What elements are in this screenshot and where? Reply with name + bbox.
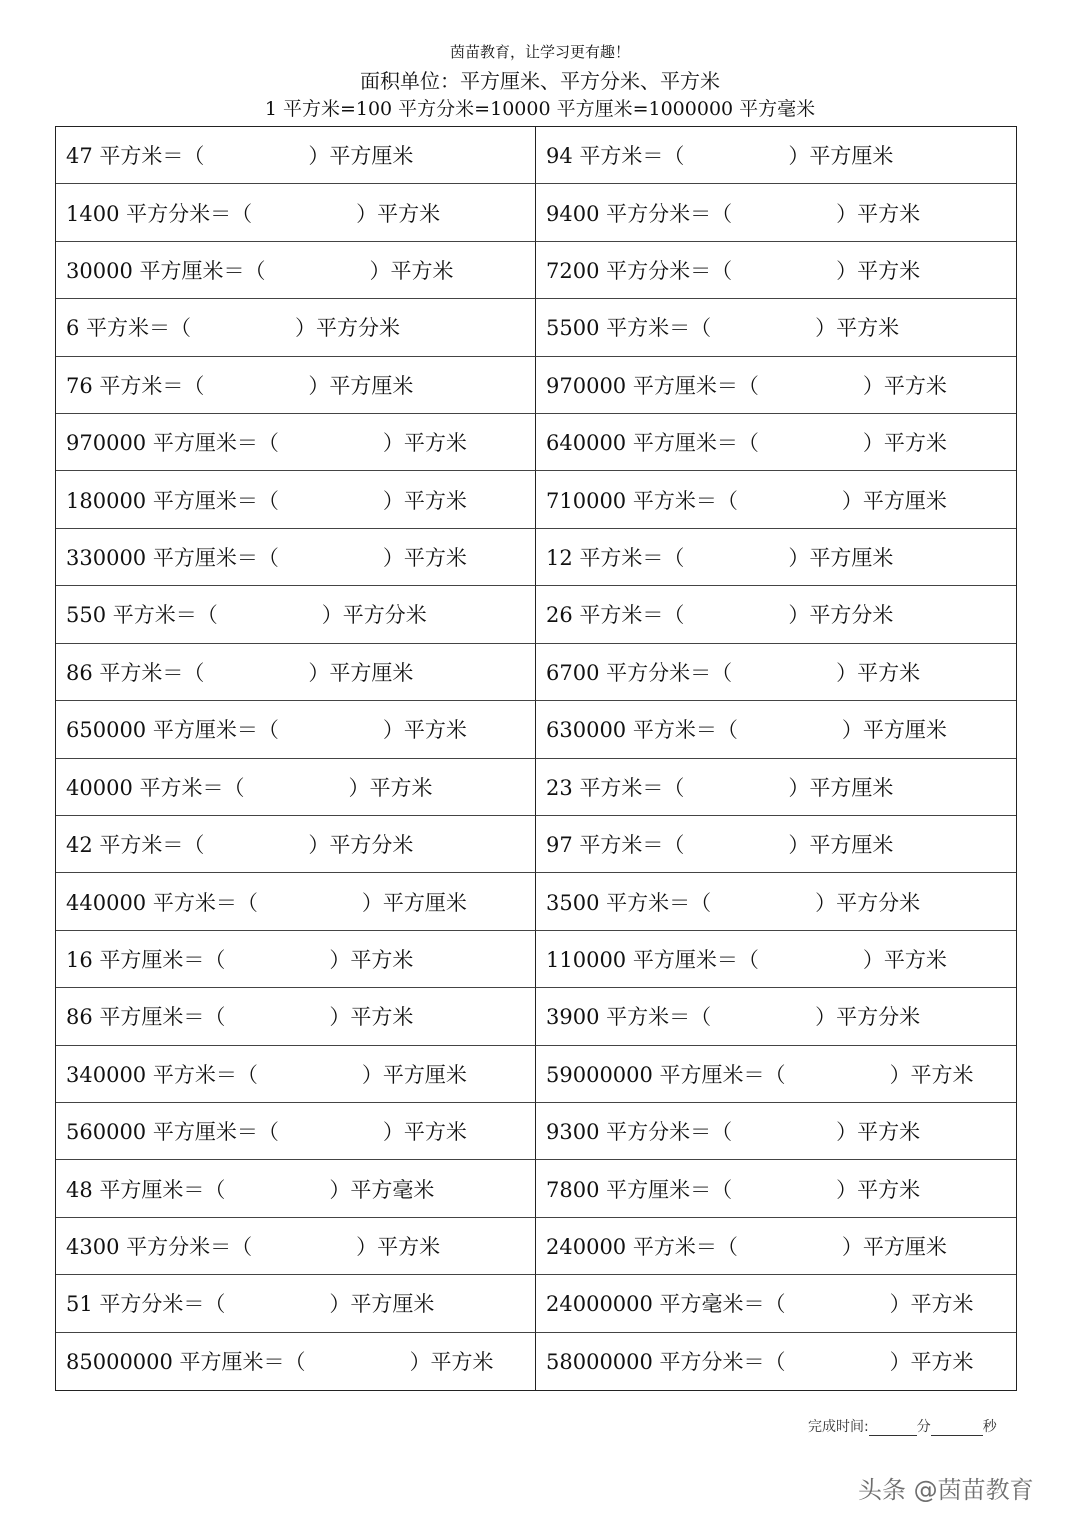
exercise-cell-right [536, 931, 1016, 988]
question-text: 86 平方厘米＝（ [66, 1005, 226, 1030]
question-text: 710000 平方米＝（ [546, 488, 738, 513]
question-text: 9300 平方分米＝（ [546, 1120, 733, 1145]
question-text: 7200 平方分米＝（ [546, 259, 733, 284]
target-unit: ）平方米 [382, 1120, 467, 1145]
exercise-cell-left [56, 759, 536, 816]
exercise-cell-left [56, 414, 536, 471]
question-text: 30000 平方厘米＝（ [66, 259, 266, 284]
exercise-cell-left [56, 1103, 536, 1160]
target-unit: ）平方米 [409, 1350, 494, 1375]
minutes-unit: 分 [916, 1419, 931, 1435]
question-text: 58000000 平方分米＝（ [546, 1350, 786, 1375]
completion-time [808, 1416, 997, 1436]
question-text: 340000 平方米＝（ [66, 1062, 258, 1087]
exercise-cell-left [56, 1160, 536, 1217]
target-unit: ）平方厘米 [308, 144, 414, 169]
target-unit: ）平方分米 [295, 316, 401, 341]
exercise-table [55, 126, 1017, 1391]
target-unit: ）平方米 [889, 1350, 974, 1375]
exercise-cell-right [536, 1218, 1016, 1275]
question-text: 9400 平方分米＝（ [546, 201, 733, 226]
target-unit: ）平方米 [382, 431, 467, 456]
exercise-cell-right [536, 1275, 1016, 1332]
question-text: 40000 平方米＝（ [66, 775, 245, 800]
target-unit: ）平方厘米 [361, 890, 467, 915]
question-text: 3500 平方米＝（ [546, 890, 712, 915]
target-unit: ）平方厘米 [308, 660, 414, 685]
completion-time-label: 完成时间: [808, 1419, 869, 1435]
conversion-formula: 1 平方米=100 平方分米=10000 平方厘米=1000000 平方毫米 [264, 98, 816, 120]
question-text: 24000000 平方毫米＝（ [546, 1292, 786, 1317]
exercise-cell-left [56, 357, 536, 414]
question-text: 59000000 平方厘米＝（ [546, 1062, 786, 1087]
target-unit: ）平方米 [356, 1234, 441, 1259]
target-unit: ）平方米 [889, 1292, 974, 1317]
question-text: 970000 平方厘米＝（ [546, 373, 759, 398]
question-text: 51 平方分米＝（ [66, 1292, 226, 1317]
target-unit: ）平方分米 [815, 890, 921, 915]
target-unit: ）平方分米 [321, 603, 427, 628]
question-text: 86 平方米＝（ [66, 660, 205, 685]
minutes-blank[interactable] [869, 1421, 917, 1436]
exercise-cell-left [56, 299, 536, 356]
target-unit: ）平方厘米 [841, 1234, 947, 1259]
exercise-cell-left [56, 127, 536, 184]
question-text: 180000 平方厘米＝（ [66, 488, 279, 513]
exercise-cell-left [56, 873, 536, 930]
target-unit: ）平方米 [815, 316, 900, 341]
target-unit: ）平方毫米 [329, 1177, 435, 1202]
question-text: 42 平方米＝（ [66, 833, 205, 858]
exercise-cell-left [56, 644, 536, 701]
question-text: 4300 平方分米＝（ [66, 1234, 253, 1259]
target-unit: ）平方米 [369, 259, 454, 284]
question-text: 48 平方厘米＝（ [66, 1177, 226, 1202]
question-text: 240000 平方米＝（ [546, 1234, 738, 1259]
target-unit: ）平方米 [348, 775, 433, 800]
watermark-text: 头条 @茵苗教育 [858, 1476, 1034, 1504]
exercise-cell-left [56, 1275, 536, 1332]
exercise-cell-left [56, 471, 536, 528]
target-unit: ）平方厘米 [841, 488, 947, 513]
question-text: 3900 平方米＝（ [546, 1005, 712, 1030]
question-text: 970000 平方厘米＝（ [66, 431, 279, 456]
question-text: 330000 平方厘米＝（ [66, 546, 279, 571]
exercise-cell-right [536, 1160, 1016, 1217]
target-unit: ）平方米 [836, 660, 921, 685]
question-text: 16 平方厘米＝（ [66, 947, 226, 972]
target-unit: ）平方米 [382, 718, 467, 743]
exercise-cell-right [536, 759, 1016, 816]
target-unit: ）平方米 [382, 546, 467, 571]
exercise-cell-right [536, 299, 1016, 356]
question-text: 12 平方米＝（ [546, 546, 685, 571]
target-unit: ）平方厘米 [361, 1062, 467, 1087]
target-unit: ）平方米 [862, 373, 947, 398]
target-unit: ）平方米 [862, 431, 947, 456]
target-unit: ）平方米 [356, 201, 441, 226]
exercise-cell-left [56, 586, 536, 643]
target-unit: ）平方米 [329, 947, 414, 972]
exercise-cell-right [536, 1333, 1016, 1390]
exercise-cell-right [536, 414, 1016, 471]
target-unit: ）平方米 [862, 947, 947, 972]
target-unit: ）平方厘米 [841, 718, 947, 743]
slogan: 茵苗教育，让学习更有趣！ [449, 43, 630, 61]
exercise-cell-left [56, 1046, 536, 1103]
question-text: 6 平方米＝（ [66, 316, 192, 341]
exercise-cell-right [536, 357, 1016, 414]
exercise-cell-left [56, 701, 536, 758]
target-unit: ）平方厘米 [788, 833, 894, 858]
exercise-cell-right [536, 127, 1016, 184]
target-unit: ）平方厘米 [788, 144, 894, 169]
target-unit: ）平方厘米 [788, 775, 894, 800]
exercise-cell-right [536, 471, 1016, 528]
question-text: 26 平方米＝（ [546, 603, 685, 628]
question-text: 5500 平方米＝（ [546, 316, 712, 341]
exercise-cell-left [56, 931, 536, 988]
seconds-unit: 秒 [982, 1419, 997, 1435]
target-unit: ）平方厘米 [788, 546, 894, 571]
exercise-cell-left [56, 184, 536, 241]
target-unit: ）平方米 [836, 259, 921, 284]
exercise-cell-right [536, 988, 1016, 1045]
target-unit: ）平方米 [382, 488, 467, 513]
worksheet-title: 面积单位：平方厘米、平方分米、平方米 [360, 69, 720, 93]
question-text: 630000 平方米＝（ [546, 718, 738, 743]
target-unit: ）平方米 [329, 1005, 414, 1030]
exercise-cell-right [536, 586, 1016, 643]
question-text: 97 平方米＝（ [546, 833, 685, 858]
exercise-cell-right [536, 1046, 1016, 1103]
exercise-cell-right [536, 644, 1016, 701]
target-unit: ）平方厘米 [308, 373, 414, 398]
target-unit: ）平方分米 [308, 833, 414, 858]
question-text: 1400 平方分米＝（ [66, 201, 253, 226]
question-text: 560000 平方厘米＝（ [66, 1120, 279, 1145]
exercise-cell-right [536, 242, 1016, 299]
exercise-cell-right [536, 184, 1016, 241]
exercise-cell-right [536, 701, 1016, 758]
question-text: 7800 平方厘米＝（ [546, 1177, 733, 1202]
target-unit: ）平方米 [889, 1062, 974, 1087]
exercise-cell-left [56, 1218, 536, 1275]
target-unit: ）平方米 [836, 1177, 921, 1202]
exercise-cell-right [536, 816, 1016, 873]
exercise-cell-left [56, 988, 536, 1045]
question-text: 440000 平方米＝（ [66, 890, 258, 915]
target-unit: ）平方厘米 [329, 1292, 435, 1317]
exercise-cell-left [56, 529, 536, 586]
question-text: 640000 平方厘米＝（ [546, 431, 759, 456]
target-unit: ）平方米 [836, 201, 921, 226]
exercise-cell-right [536, 529, 1016, 586]
question-text: 85000000 平方厘米＝（ [66, 1350, 306, 1375]
question-text: 23 平方米＝（ [546, 775, 685, 800]
target-unit: ）平方米 [836, 1120, 921, 1145]
target-unit: ）平方分米 [788, 603, 894, 628]
question-text: 47 平方米＝（ [66, 144, 205, 169]
question-text: 6700 平方分米＝（ [546, 660, 733, 685]
question-text: 550 平方米＝（ [66, 603, 218, 628]
watermark [858, 1470, 1034, 1505]
question-text: 94 平方米＝（ [546, 144, 685, 169]
question-text: 110000 平方厘米＝（ [546, 947, 759, 972]
exercise-cell-left [56, 242, 536, 299]
exercise-cell-right [536, 873, 1016, 930]
question-text: 650000 平方厘米＝（ [66, 718, 279, 743]
seconds-blank[interactable] [931, 1421, 983, 1436]
exercise-cell-left [56, 816, 536, 873]
question-text: 76 平方米＝（ [66, 373, 205, 398]
target-unit: ）平方分米 [815, 1005, 921, 1030]
exercise-cell-right [536, 1103, 1016, 1160]
exercise-cell-left [56, 1333, 536, 1390]
